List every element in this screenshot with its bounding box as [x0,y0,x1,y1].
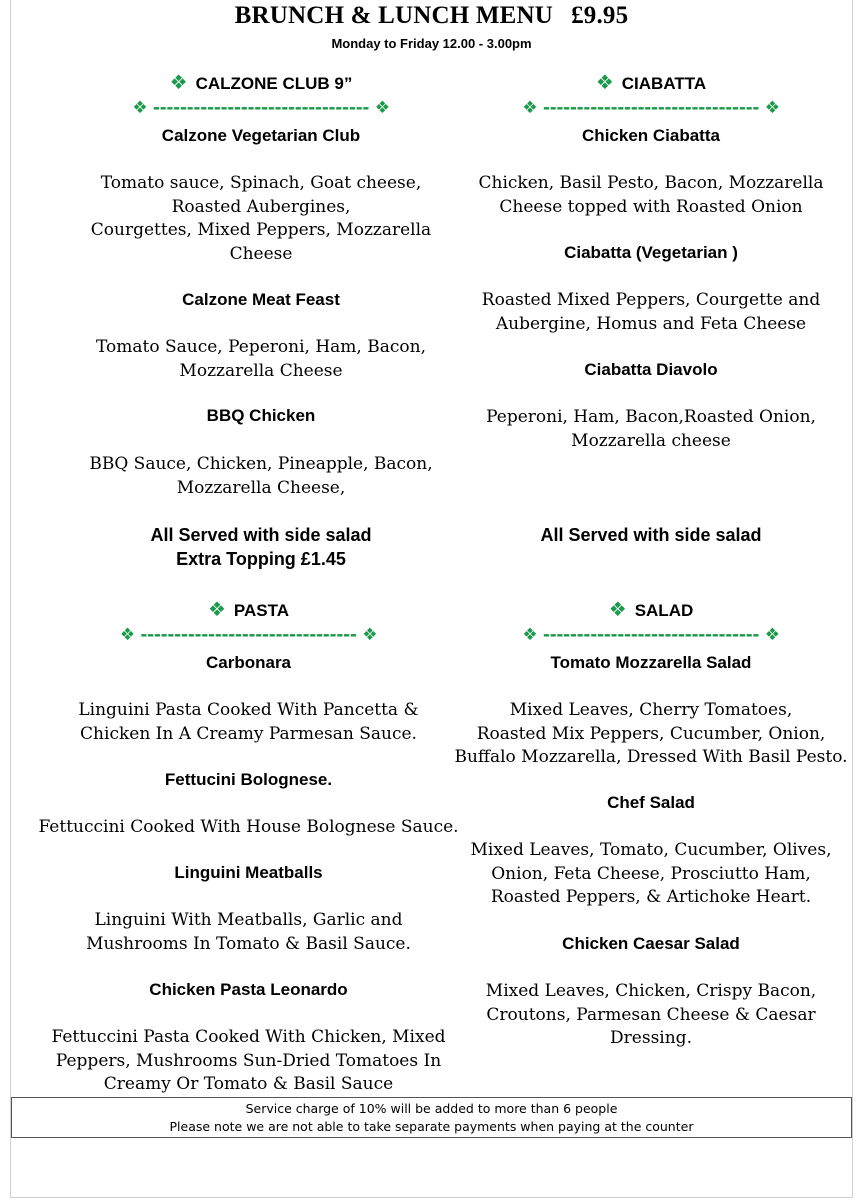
diamond-clover-icon: ❖ [608,599,627,621]
item-description: BBQ Sauce, Chicken, Pineapple, Bacon, Mozzarella Cheese, [89,454,433,498]
item-name: Tomato Mozzarella Salad [550,653,752,672]
menu-title: BRUNCH & LUNCH MENU [234,2,554,29]
menu-price: £9.95 [571,2,629,29]
item-description: Mixed Leaves, Cherry Tomatoes, Roasted Mix Peppers, Cucumber, Onion, Buffalo Mozzarella, Dressed With Basil Pesto. [454,700,848,767]
item-description: Fettuccini Pasta Cooked With Chicken, Mixed Peppers, Mushrooms Sun-Dried Tomatoes In Creamy Or Tomato & Basil Sauce [51,1027,446,1094]
item-name: BBQ Chicken [206,406,316,425]
item-description: Peperoni, Ham, Bacon,Roasted Onion, Mozzarella cheese [486,407,816,451]
item-description: Linguini Pasta Cooked With Pancetta & Chicken In A Creamy Parmesan Sauce. [78,700,419,744]
menu-hours: Monday to Friday 12.00 - 3.00pm [331,36,532,51]
item-description: Roasted Mixed Peppers, Courgette and Aubergine, Homus and Feta Cheese [481,290,821,334]
page-title [11,2,852,30]
section-note: All Served with side salad [540,525,762,545]
section-divider: ❖ -------------------------------- ❖ [119,625,378,645]
calzone-heading: ❖ CALZONE CLUB 9” [169,72,353,94]
item-description: Linguini With Meatballs, Garlic and Mushrooms In Tomato & Basil Sauce. [86,910,411,954]
item-name: Carbonara [205,653,292,672]
item-name: Ciabatta Diavolo [584,360,718,379]
section-divider: ❖ -------------------------------- ❖ [522,98,780,118]
service-charge-note: Service charge of 10% will be added to more than 6 people [245,1101,618,1116]
ciabatta-heading: ❖ CIABATTA [595,72,707,94]
section-note: All Served with side salad Extra Topping £1.45 [150,525,372,569]
section-divider: ❖ -------------------------------- ❖ [132,98,390,118]
item-name: Chef Salad [607,793,695,812]
item-name: Linguini Meatballs [174,863,323,882]
item-description: Chicken, Basil Pesto, Bacon, Mozzarella Cheese topped with Roasted Onion [478,173,824,217]
menu-page [10,0,853,1198]
pasta-heading: ❖ PASTA [207,599,290,621]
item-name: Ciabatta (Vegetarian ) [564,243,738,262]
diamond-clover-icon: ❖ [595,72,614,94]
diamond-clover-icon: ❖ [207,599,226,621]
item-description: Mixed Leaves, Tomato, Cucumber, Olives, Onion, Feta Cheese, Prosciutto Ham, Roasted Peppers, & Artichoke Heart. [470,840,832,907]
item-description: Mixed Leaves, Chicken, Crispy Bacon, Croutons, Parmesan Cheese & Caesar Dressing. [485,981,817,1048]
item-name: Chicken Pasta Leonardo [149,980,348,999]
section-divider: ❖ -------------------------------- ❖ [522,625,780,645]
payment-note: Please note we are not able to take separate payments when paying at the counter [169,1119,694,1134]
item-name: Calzone Meat Feast [182,290,340,309]
item-description: Tomato sauce, Spinach, Goat cheese, Roasted Aubergines, Courgettes, Mixed Peppers, Mozzarella Cheese [90,173,432,264]
item-description: Tomato Sauce, Peperoni, Ham, Bacon, Mozzarella Cheese [96,337,426,381]
item-name: Chicken Caesar Salad [562,934,740,953]
item-description: Fettuccini Cooked With House Bolognese Sauce. [38,817,459,837]
item-name: Chicken Ciabatta [582,126,720,145]
item-name: Calzone Vegetarian Club [161,126,361,145]
salad-heading: ❖ SALAD [608,599,694,621]
diamond-clover-icon: ❖ [169,72,188,94]
footer-notice [11,1097,852,1138]
item-name: Fettucini Bolognese. [164,770,333,789]
